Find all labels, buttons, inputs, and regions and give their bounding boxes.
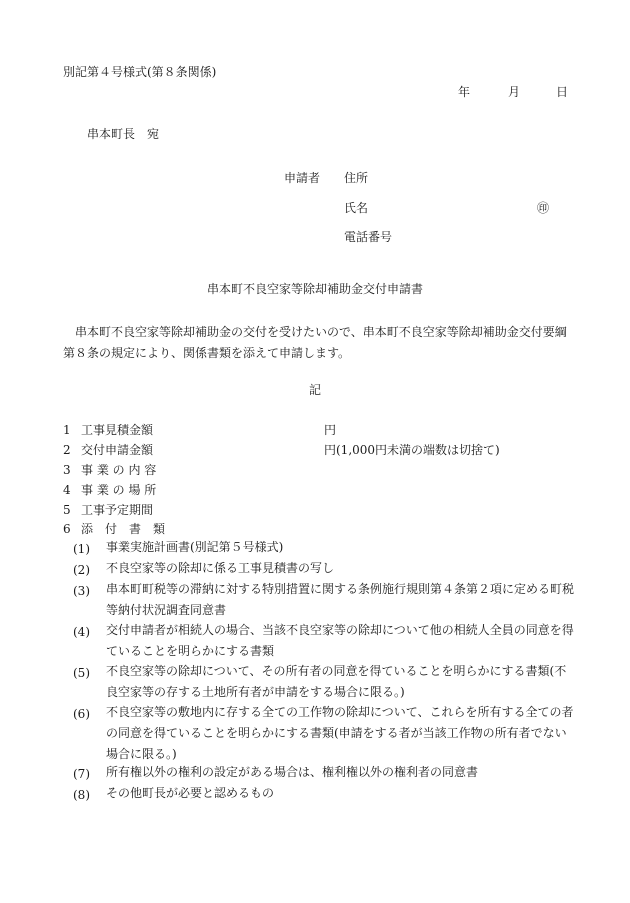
date-month-label: 月 xyxy=(508,85,521,99)
attachment-number: (4) xyxy=(73,625,90,639)
attachment-text: 串本町町税等の滞納に対する特別措置に関する条例施行規則第４条第２項に定める町税等納付状況調査同意書 xyxy=(106,582,575,617)
attachment-number: (3) xyxy=(73,584,90,598)
attachment-text: 所有権以外の権利の設定がある場合は、権利権以外の権利者の同意書 xyxy=(106,765,479,779)
seal-mark: ㊞ xyxy=(537,201,550,215)
item-label: 工事見積金額 xyxy=(81,423,154,437)
body-paragraph: 串本町不良空家等除却補助金の交付を受けたいので、串本町不良空家等除却補助金交付要綱第８条の規定により、関係書類を添えて申請します。 xyxy=(63,325,567,360)
attachment-number: (1) xyxy=(73,542,90,556)
item-value: 円 xyxy=(324,423,337,437)
item-number: 1 xyxy=(63,423,71,437)
item-number: 5 xyxy=(63,503,71,517)
phone-label: 電話番号 xyxy=(344,230,393,244)
attachment-number: (2) xyxy=(73,563,90,577)
item-number: 6 xyxy=(63,522,71,536)
attachment-text: 交付申請者が相続人の場合、当該不良空家等の除却について他の相続人全員の同意を得ていることを明らかにする書類 xyxy=(106,623,574,658)
addressee: 串本町長 宛 xyxy=(87,127,160,141)
attachment-text: 事業実施計画書(別記第５号様式) xyxy=(106,540,284,554)
attachment-number: (7) xyxy=(73,767,90,781)
item-label: 事 業 の 場 所 xyxy=(81,483,157,497)
attachment-number: (8) xyxy=(73,788,90,802)
form-number-label: 別記第４号様式(第８条関係) xyxy=(63,65,217,79)
item-number: 3 xyxy=(63,463,71,477)
item-number: 2 xyxy=(63,443,71,457)
name-label: 氏名 xyxy=(344,201,369,215)
ki-label: 記 xyxy=(309,383,322,397)
address-label: 住所 xyxy=(344,171,369,185)
date-year-label: 年 xyxy=(458,85,471,99)
attachment-text: 不良空家等の敷地内に存する全ての工作物の除却について、これらを所有する全ての者の同意を得ていることを明らかにする書類(申請をする者が当該工作物の所有者でない場合に限る。) xyxy=(106,705,574,761)
attachment-text: その他町長が必要と認めるもの xyxy=(106,786,275,800)
attachment-text: 不良空家等の除却について、その所有者の同意を得ていることを明らかにする書類(不良空家等の存する土地所有者が申請をする場合に限る。) xyxy=(106,664,567,699)
item-label: 添 付 書 類 xyxy=(81,522,166,536)
attachment-number: (6) xyxy=(73,707,90,721)
document-title: 串本町不良空家等除却補助金交付申請書 xyxy=(206,282,423,296)
attachment-text: 不良空家等の除却に係る工事見積書の写し xyxy=(106,561,335,575)
item-number: 4 xyxy=(63,483,71,497)
date-day-label: 日 xyxy=(556,85,569,99)
item-label: 交付申請金額 xyxy=(81,443,154,457)
item-label: 事 業 の 内 容 xyxy=(81,463,157,477)
item-label: 工事予定期間 xyxy=(81,503,154,517)
applicant-label: 申請者 xyxy=(284,171,321,185)
item-value: 円(1,000円未満の端数は切捨て) xyxy=(324,443,500,457)
attachment-number: (5) xyxy=(73,666,90,680)
